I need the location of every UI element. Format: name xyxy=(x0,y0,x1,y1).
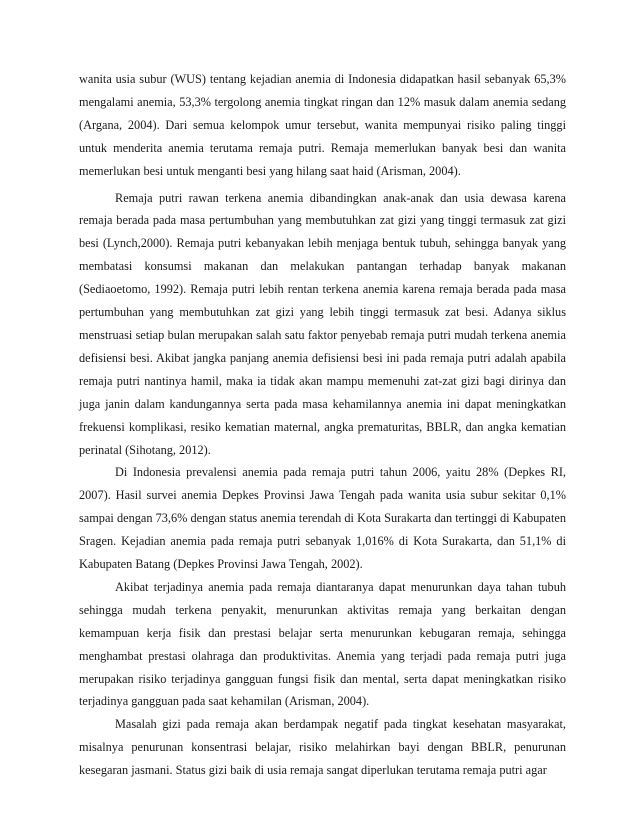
paragraph-remaja-putri-rawan: Remaja putri rawan terkena anemia dibandingkan anak-anak dan usia dewasa karena remaja berada pada masa pertumbuhan yang membutuhkan zat gizi yang tinggi termasuk zat gizi besi (Lynch,2000). Remaja putri kebanyakan lebih menjaga bentuk tubuh, sehingga banyak yang membatasi konsumsi makanan dan melakukan pantangan terhadap banyak makanan (Sediaoetomo, 1992). Remaja putri lebih rentan terkena anemia karena remaja berada pada masa pertumbuhan yang membutuhkan zat gizi yang lebih tinggi termasuk zat besi. Adanya siklus menstruasi setiap bulan merupakan salah satu faktor penyebab remaja putri mudah terkena anemia defisiensi besi. Akibat jangka panjang anemia defisiensi besi ini pada remaja putri adalah apabila remaja putri nantinya hamil, maka ia tidak akan mampu memenuhi zat-zat gizi bagi dirinya dan juga janin dalam kandungannya serta pada masa kehamilannya anemia ini dapat meningkatkan frekuensi komplikasi, resiko kematian maternal, angka prematuritas, BBLR, dan angka kematian perinatal (Sihotang, 2012). xyxy=(79,190,566,457)
paragraph-continuation: wanita usia subur (WUS) tentang kejadian anemia di Indonesia didapatkan hasil sebanyak 65,3% mengalami anemia, 53,3% tergolong anemia tingkat ringan dan 12% masuk dalam anemia sedang (Argana, 2004). Dari semua kelompok umur tersebut, wanita mempunyai risiko paling tinggi untuk menderita anemia terutama remaja putri. Remaja memerlukan banyak besi dan wanita memerlukan besi untuk menganti besi yang hilang saat haid (Arisman, 2004). xyxy=(79,72,566,178)
paragraph-prevalensi-indonesia: Di Indonesia prevalensi anemia pada remaja putri tahun 2006, yaitu 28% (Depkes RI, 2007). Hasil survei anemia Depkes Provinsi Jawa Tengah pada wanita usia subur sekitar 0,1% sampai dengan 73,6% dengan status anemia terendah di Kota Surakarta dan tertinggi di Kabupaten Sragen. Kejadian anemia pada remaja putri sebanyak 1,016% di Kota Surakarta, dan 51,1% di Kabupaten Batang (Depkes Provinsi Jawa Tengah, 2002). xyxy=(79,465,566,572)
paragraph-akibat-anemia: Akibat terjadinya anemia pada remaja diantaranya dapat menurunkan daya tahan tubuh sehingga mudah terkena penyakit, menurunkan aktivitas remaja yang berkaitan dengan kemampuan kerja fisik dan prestasi belajar serta menurunkan kebugaran remaja, sehingga menghambat prestasi olahraga dan produktivitas. Anemia yang terjadi pada remaja putri juga merupakan risiko terjadinya gangguan fungsi fisik dan mental, serta dapat meningkatkan risiko terjadinya gangguan pada saat kehamilan (Arisman, 2004). xyxy=(79,579,566,709)
paragraph-masalah-gizi: Masalah gizi pada remaja akan berdampak negatif pada tingkat kesehatan masyarakat, misalnya penurunan konsentrasi belajar, risiko melahirkan bayi dengan BBLR, penurunan kesegaran jasmani. Status gizi baik di usia remaja sangat diperlukan terutama remaja putri agar xyxy=(79,717,566,778)
body-text xyxy=(79,68,566,782)
